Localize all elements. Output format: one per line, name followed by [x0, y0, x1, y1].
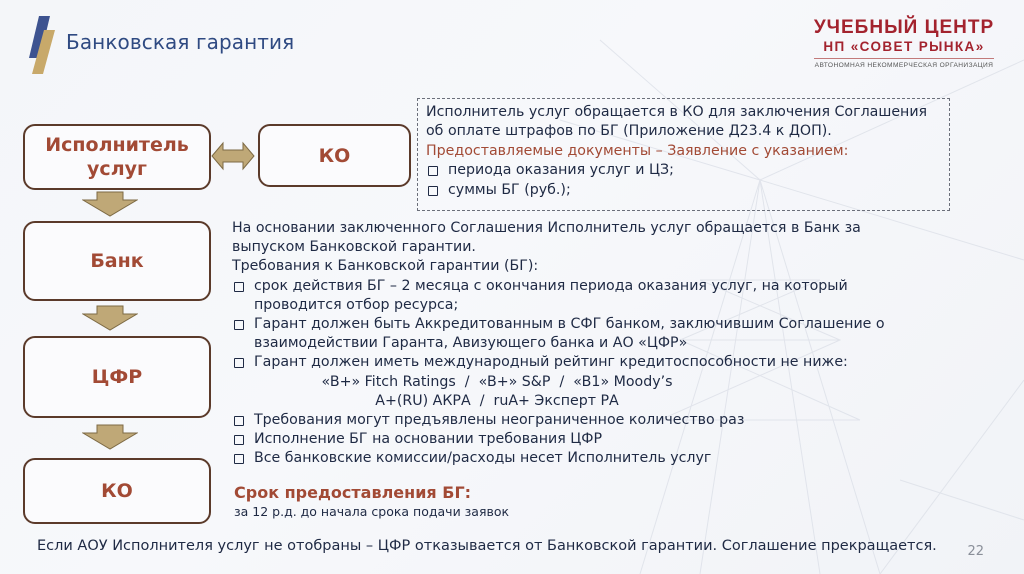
brand-tagline: АВТОНОМНАЯ НЕКОММЕРЧЕСКАЯ ОРГАНИЗАЦИЯ	[814, 62, 994, 69]
checkbox-bullet-icon	[234, 416, 244, 426]
requirement-text: срок действия БГ – 2 месяца с окончания периода оказания услуг, на который	[254, 277, 848, 294]
term-heading: Срок предоставления БГ:	[234, 483, 472, 502]
checkbox-bullet-icon	[234, 454, 244, 464]
intro-line: На основании заключенного Соглашения Исполнитель услуг обращается в Банк за	[232, 220, 861, 236]
checkbox-bullet-icon	[428, 186, 438, 196]
requirement-item	[232, 315, 912, 353]
checkbox-bullet-icon	[234, 282, 244, 292]
bank-guarantee-requirements	[232, 219, 912, 469]
arrow-down-icon	[82, 305, 138, 331]
brand-logo	[810, 18, 998, 69]
requirement-item	[232, 449, 912, 468]
list-item	[426, 181, 941, 200]
flow-node-bank	[23, 221, 211, 301]
term-value: за 12 р.д. до начала срока подачи заявок	[234, 504, 510, 519]
list-item	[426, 161, 941, 180]
flow-node-label: Банк	[90, 250, 144, 272]
requirement-text: взаимодействии Гаранта, Авизующего банка и АО «ЦФР»	[254, 335, 688, 352]
checkbox-bullet-icon	[234, 320, 244, 330]
requirement-text: Требования могут предъявлены неограниченное количество раз	[254, 412, 745, 429]
page-number: 22	[967, 544, 984, 559]
arrow-down-icon	[82, 191, 138, 217]
brand-divider	[814, 58, 994, 59]
checkbox-bullet-icon	[234, 358, 244, 368]
footer-note: Если АОУ Исполнителя услуг не отобраны – ЦФР отказывается от Банковской гарантии. Соглашение прекращается.	[37, 538, 937, 554]
requirement-text: Гарант должен быть Аккредитованным в СФГ банком, заключившим Соглашение о	[254, 316, 885, 333]
intro-line: выпуском Банковской гарантии.	[232, 239, 476, 256]
flow-node-label: КО	[318, 144, 351, 167]
logo-icon	[28, 16, 58, 74]
documents-heading: Предоставляемые документы – Заявление с указанием:	[426, 142, 849, 159]
brand-subname: НП «СОВЕТ РЫНКА»	[823, 39, 985, 54]
flow-node-label: КО	[101, 480, 133, 502]
checkbox-bullet-icon	[234, 435, 244, 445]
bidirectional-arrow-icon	[211, 141, 255, 171]
checkbox-bullet-icon	[428, 166, 438, 176]
flow-node-ko-bottom	[23, 458, 211, 524]
ratings-line: «B+» Fitch Ratings / «B+» S&P / «B1» Moody’s	[321, 373, 673, 390]
flow-node-ko-top	[258, 124, 411, 187]
page-title: Банковская гарантия	[66, 30, 295, 54]
list-item-text: периода оказания услуг и ЦЗ;	[448, 162, 674, 179]
requirement-text: проводится отбор ресурса;	[254, 296, 459, 313]
requirement-text: Гарант должен иметь международный рейтинг кредитоспособности не ниже:	[254, 354, 848, 371]
ko-agreement-info-box	[417, 98, 950, 211]
requirement-item	[232, 411, 912, 430]
flow-node-cfr	[23, 336, 211, 418]
requirements-heading: Требования к Банковской гарантии (БГ):	[232, 258, 539, 275]
info-text-line: Исполнитель услуг обращается в КО для заключения Соглашения	[426, 104, 928, 120]
requirement-item	[232, 353, 912, 372]
list-item-text: суммы БГ (руб.);	[448, 181, 571, 198]
flow-node-label: Исполнитель услуг	[45, 134, 189, 180]
flow-node-performer	[23, 124, 211, 190]
brand-name: УЧЕБНЫЙ ЦЕНТР	[813, 17, 995, 38]
requirement-item	[232, 430, 912, 449]
requirement-text: Исполнение БГ на основании требования ЦФР	[254, 431, 603, 448]
requirement-text: Все банковские комиссии/расходы несет Исполнитель услуг	[254, 450, 712, 467]
ratings-line: A+(RU) АКРА / ruA+ Эксперт РА	[375, 392, 619, 409]
requirement-item	[232, 277, 912, 315]
arrow-down-icon	[82, 424, 138, 450]
info-text-line: об оплате штрафов по БГ (Приложение Д23.4 к ДОП).	[426, 123, 832, 140]
flow-node-label: ЦФР	[91, 366, 143, 388]
